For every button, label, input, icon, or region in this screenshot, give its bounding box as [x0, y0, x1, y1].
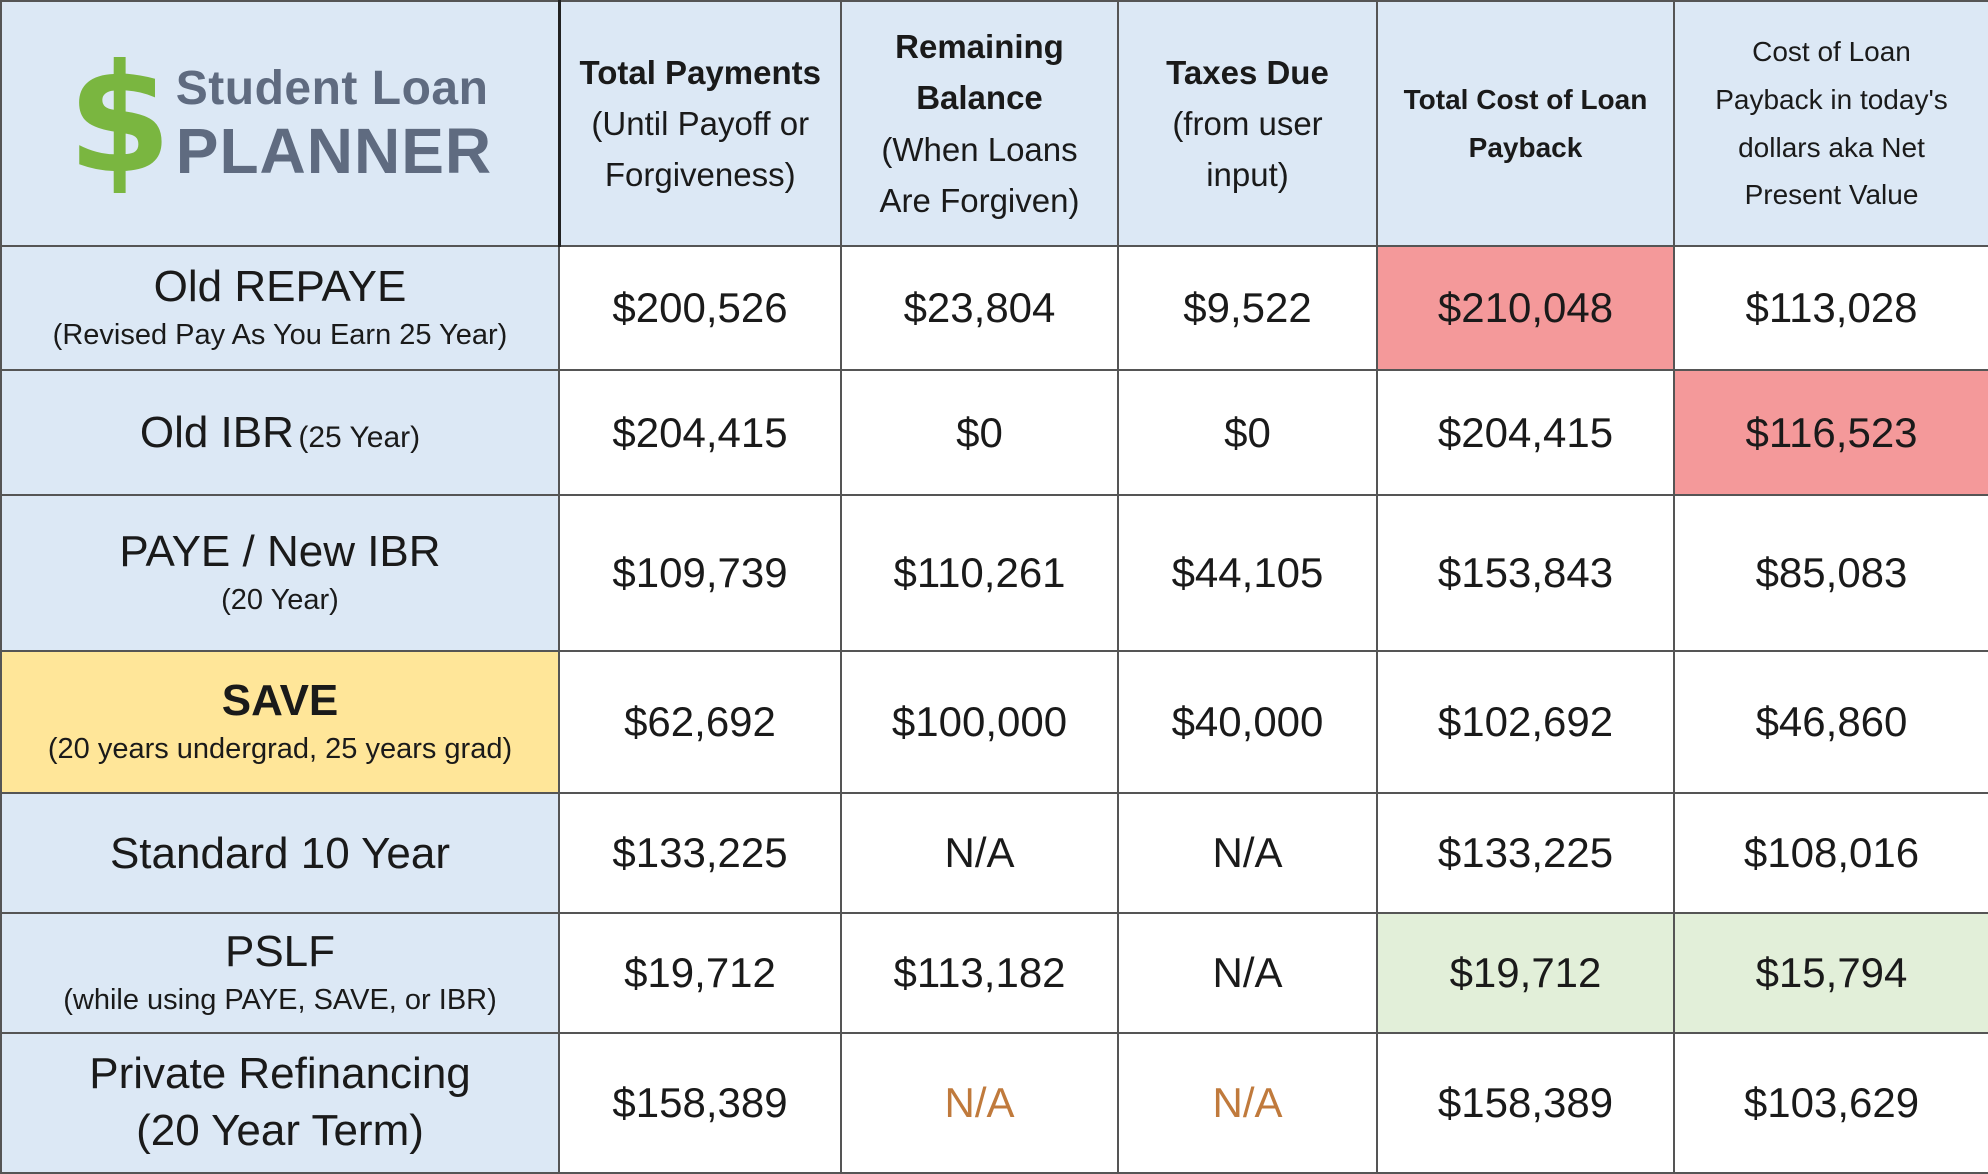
plan-subtitle: (25 Year)	[298, 421, 421, 454]
value-cell: $113,182	[841, 913, 1118, 1033]
plan-cell	[1, 495, 559, 651]
value-cell: $85,083	[1674, 495, 1988, 651]
value-cell: $46,860	[1674, 651, 1988, 793]
header-line: (from user	[1172, 104, 1323, 142]
plan-name: Old IBR	[139, 408, 294, 457]
table-row	[1, 651, 1988, 793]
value-cell: $62,692	[559, 651, 841, 793]
value-cell: $102,692	[1377, 651, 1674, 793]
value-cell: $40,000	[1118, 651, 1377, 793]
logo-line-1: Student Loan	[175, 61, 489, 115]
plan-cell	[1, 1033, 559, 1173]
plan-name: Private Refinancing	[89, 1048, 471, 1098]
value-cell: $133,225	[559, 793, 841, 913]
plan-subtitle: (20 Year)	[221, 584, 339, 617]
table-row	[1, 913, 1988, 1033]
value-cell: N/A	[1118, 913, 1377, 1033]
plan-name: Old REPAYE	[153, 262, 407, 312]
student-loan-planner-logo	[10, 32, 550, 207]
plan-name: Standard 10 Year	[109, 828, 451, 878]
value-cell: $108,016	[1674, 793, 1988, 913]
header-line: Balance	[916, 79, 1043, 117]
plan-cell-save	[1, 651, 559, 793]
value-cell: $0	[841, 370, 1118, 495]
header-line: Total Payments	[579, 53, 821, 91]
value-cell: $23,804	[841, 246, 1118, 370]
value-cell: $9,522	[1118, 246, 1377, 370]
value-cell: $100,000	[841, 651, 1118, 793]
plan-name: PAYE / New IBR	[119, 527, 441, 577]
value-cell: $153,843	[1377, 495, 1674, 651]
value-cell: $109,739	[559, 495, 841, 651]
table-row	[1, 246, 1988, 370]
header-line: dollars aka Net	[1738, 131, 1925, 163]
value-cell: N/A	[841, 793, 1118, 913]
header-line: Total Cost of Loan	[1403, 83, 1648, 115]
value-cell: $103,629	[1674, 1033, 1988, 1173]
value-cell: N/A	[1118, 793, 1377, 913]
table-row	[1, 370, 1988, 495]
value-cell: $0	[1118, 370, 1377, 495]
value-cell: $200,526	[559, 246, 841, 370]
highlighted-value-cell: $15,794	[1674, 913, 1988, 1033]
header-line: Payback in today's	[1715, 83, 1948, 115]
header-taxes-due	[1118, 1, 1377, 246]
plan-name: SAVE	[221, 676, 339, 726]
header-line: Forgiveness)	[604, 156, 796, 194]
table-row	[1, 495, 1988, 651]
value-cell: $133,225	[1377, 793, 1674, 913]
header-line: (When Loans	[881, 130, 1078, 168]
highlighted-value-cell: $116,523	[1674, 370, 1988, 495]
value-cell: $44,105	[1118, 495, 1377, 651]
header-line: Cost of Loan	[1752, 36, 1911, 68]
table-row	[1, 793, 1988, 913]
highlighted-value-cell: $210,048	[1377, 246, 1674, 370]
header-row	[1, 1, 1988, 246]
plan-subtitle: (20 years undergrad, 25 years grad)	[47, 733, 513, 766]
header-line: Present Value	[1744, 179, 1919, 211]
plan-cell	[1, 370, 559, 495]
header-line: Taxes Due	[1166, 53, 1329, 91]
plan-name: PSLF	[224, 927, 336, 977]
plan-subtitle: (while using PAYE, SAVE, or IBR)	[63, 984, 497, 1017]
plan-subtitle: (20 Year Term)	[136, 1105, 424, 1155]
plan-cell	[1, 246, 559, 370]
table-row	[1, 1033, 1988, 1173]
plan-cell	[1, 793, 559, 913]
logo-cell	[1, 1, 559, 246]
value-cell: $113,028	[1674, 246, 1988, 370]
header-line: (Until Payoff or	[591, 104, 810, 142]
value-cell-na: N/A	[1118, 1033, 1377, 1173]
plan-cell	[1, 913, 559, 1033]
value-cell: $158,389	[559, 1033, 841, 1173]
dollar-sign-icon: $	[67, 32, 172, 207]
header-line: Are Forgiven)	[879, 181, 1080, 219]
value-cell: $204,415	[559, 370, 841, 495]
value-cell: $204,415	[1377, 370, 1674, 495]
header-line: input)	[1206, 156, 1289, 194]
header-net-present-value	[1674, 1, 1988, 246]
value-cell: $158,389	[1377, 1033, 1674, 1173]
header-line: Remaining	[895, 28, 1064, 66]
value-cell: $19,712	[559, 913, 841, 1033]
header-remaining-balance	[841, 1, 1118, 246]
header-line: Payback	[1468, 131, 1583, 163]
highlighted-value-cell: $19,712	[1377, 913, 1674, 1033]
header-total-cost	[1377, 1, 1674, 246]
plan-subtitle: (Revised Pay As You Earn 25 Year)	[52, 319, 508, 352]
logo-line-2: PLANNER	[175, 114, 493, 187]
value-cell-na: N/A	[841, 1033, 1118, 1173]
header-total-payments	[559, 1, 841, 246]
value-cell: $110,261	[841, 495, 1118, 651]
